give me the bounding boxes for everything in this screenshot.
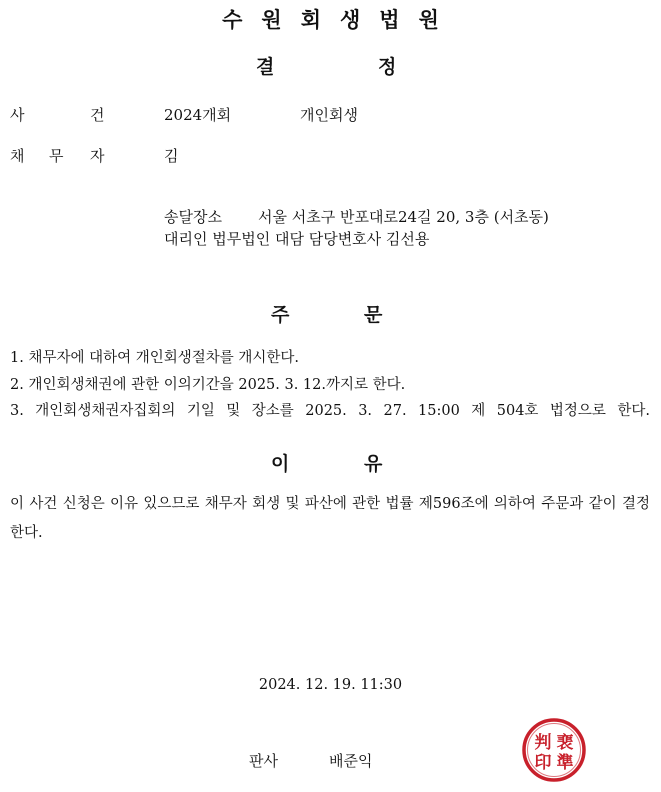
delivery-address: 서울 서초구 반포대로24길 20, 3층 (서초동)	[258, 208, 549, 226]
seal-char: 裵	[556, 733, 574, 753]
debtor-label-char: 자	[90, 147, 105, 165]
order-item: 1. 채무자에 대하여 개인회생절차를 개시한다.	[10, 350, 300, 366]
reason-heading-char-1: 이	[271, 453, 290, 475]
reason-text: 이 사건 신청은 이유 있으므로 채무자 회생 및 파산에 관한 법률 제596조에 의하여 주문과 같이 결정한다.	[10, 496, 650, 541]
order-item: 3. 개인회생채권자집회의 기일 및 장소를 2025. 3. 27. 15:00 제 504호 법정으로 한다.	[10, 403, 650, 419]
seal-char: 準	[556, 753, 574, 773]
judge-title: 판사	[249, 752, 278, 770]
doc-type-char-1: 결	[256, 56, 275, 78]
case-type: 개인회생	[300, 106, 358, 124]
order-heading-char-1: 주	[271, 304, 290, 326]
delivery-label: 송달장소	[164, 208, 222, 226]
debtor-label	[0, 145, 160, 165]
decision-datetime: 2024. 12. 19. 11:30	[258, 677, 403, 693]
debtor-label-char: 채	[10, 147, 25, 165]
seal-char: 判	[534, 733, 552, 753]
order-item: 2. 개인회생채권에 관한 이의기간을 2025. 3. 12.까지로 한다.	[10, 377, 406, 393]
court-name: 수원회생법원	[222, 8, 458, 32]
seal-char: 印	[534, 753, 552, 773]
case-label-char: 건	[90, 106, 105, 124]
judge-name: 배준익	[329, 752, 373, 770]
debtor-name: 김	[164, 147, 179, 165]
representative: 대리인 법무법인 대담 담당변호사 김선용	[164, 230, 430, 248]
seal-ring	[524, 720, 584, 780]
doc-type-char-2: 정	[378, 56, 397, 78]
reason-heading-char-2: 유	[364, 453, 383, 475]
case-label	[0, 104, 160, 124]
order-heading-char-2: 문	[364, 304, 383, 326]
judge-seal	[521, 717, 587, 783]
case-number: 2024개회	[164, 106, 232, 124]
case-label-char: 사	[10, 106, 25, 124]
debtor-label-char: 무	[49, 147, 64, 165]
